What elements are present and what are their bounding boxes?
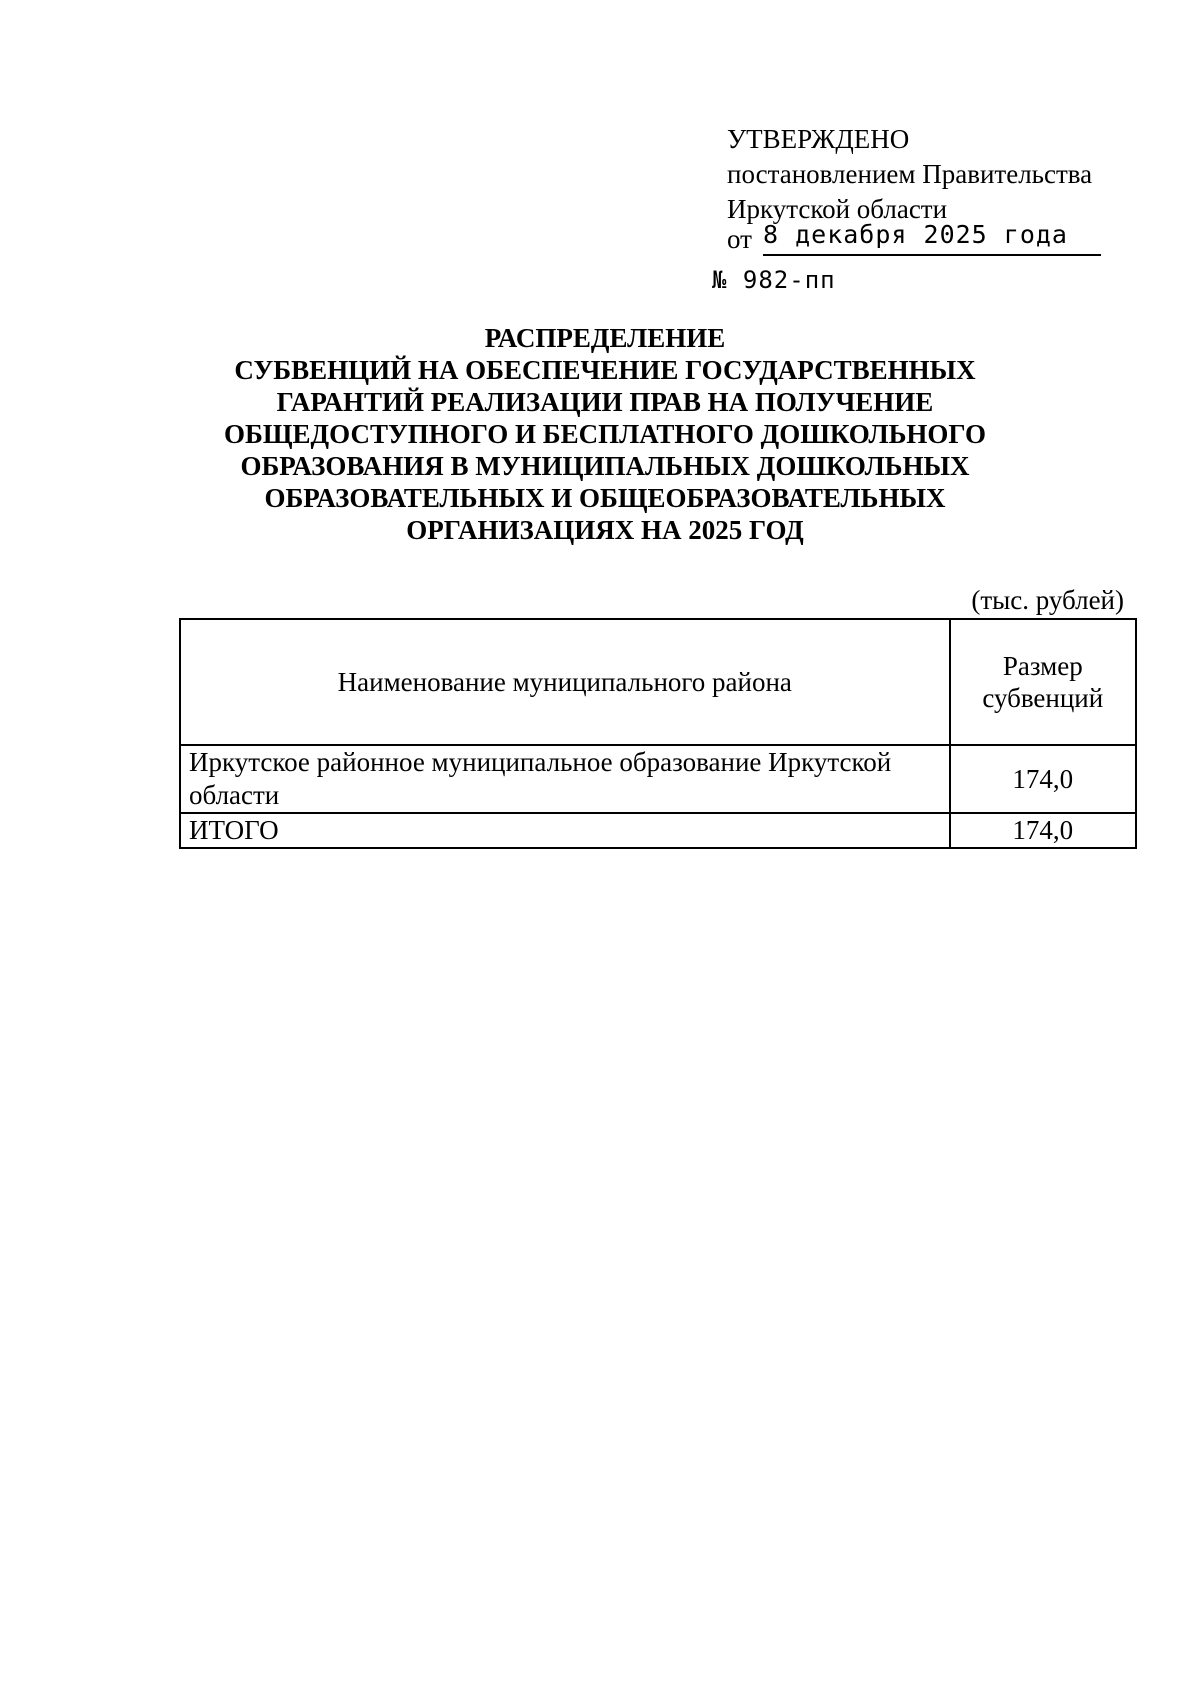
approval-heading: УТВЕРЖДЕНО xyxy=(727,124,910,154)
approval-date: 8 декабря 2025 года xyxy=(763,220,1068,249)
total-label: ИТОГО xyxy=(180,813,950,848)
header-name-cell xyxy=(180,619,950,745)
approval-block xyxy=(727,122,1092,227)
date-underline xyxy=(763,254,1101,256)
title-line: ГАРАНТИЙ РЕАЛИЗАЦИИ ПРАВ НА ПОЛУЧЕНИЕ xyxy=(276,387,934,417)
date-prefix: от xyxy=(727,224,752,254)
document-title xyxy=(150,322,1060,546)
table-header-row xyxy=(180,619,1136,745)
approval-date-row xyxy=(727,220,1102,256)
row-name: Иркутское районное муниципальное образование Иркутской области xyxy=(180,745,950,813)
approval-region: Иркутской области xyxy=(727,194,948,224)
title-line: ОБРАЗОВАНИЯ В МУНИЦИПАЛЬНЫХ ДОШКОЛЬНЫХ xyxy=(240,451,970,481)
table-total-row xyxy=(180,813,1136,848)
total-amount: 174,0 xyxy=(950,813,1136,848)
title-line: ОБЩЕДОСТУПНОГО И БЕСПЛАТНОГО ДОШКОЛЬНОГО xyxy=(224,419,986,449)
title-line: ОБРАЗОВАТЕЛЬНЫХ И ОБЩЕОБРАЗОВАТЕЛЬНЫХ xyxy=(264,483,946,513)
units-label: (тыс. рублей) xyxy=(971,585,1124,615)
distribution-table xyxy=(179,618,1137,849)
approval-authority: постановлением Правительства xyxy=(727,159,1093,189)
header-amount-line2: субвенций xyxy=(982,683,1104,713)
header-amount-cell xyxy=(950,619,1136,745)
title-line: СУБВЕНЦИЙ НА ОБЕСПЕЧЕНИЕ ГОСУДАРСТВЕННЫХ xyxy=(234,355,976,385)
header-name: Наименование муниципального района xyxy=(337,666,792,697)
row-amount: 174,0 xyxy=(950,745,1136,813)
title-line: РАСПРЕДЕЛЕНИЕ xyxy=(484,323,726,353)
table-row xyxy=(180,745,1136,813)
header-amount-line1: Размер xyxy=(1002,651,1083,681)
approval-number: № 982-пп xyxy=(712,266,836,294)
title-line: ОРГАНИЗАЦИЯХ НА 2025 ГОД xyxy=(406,515,804,545)
